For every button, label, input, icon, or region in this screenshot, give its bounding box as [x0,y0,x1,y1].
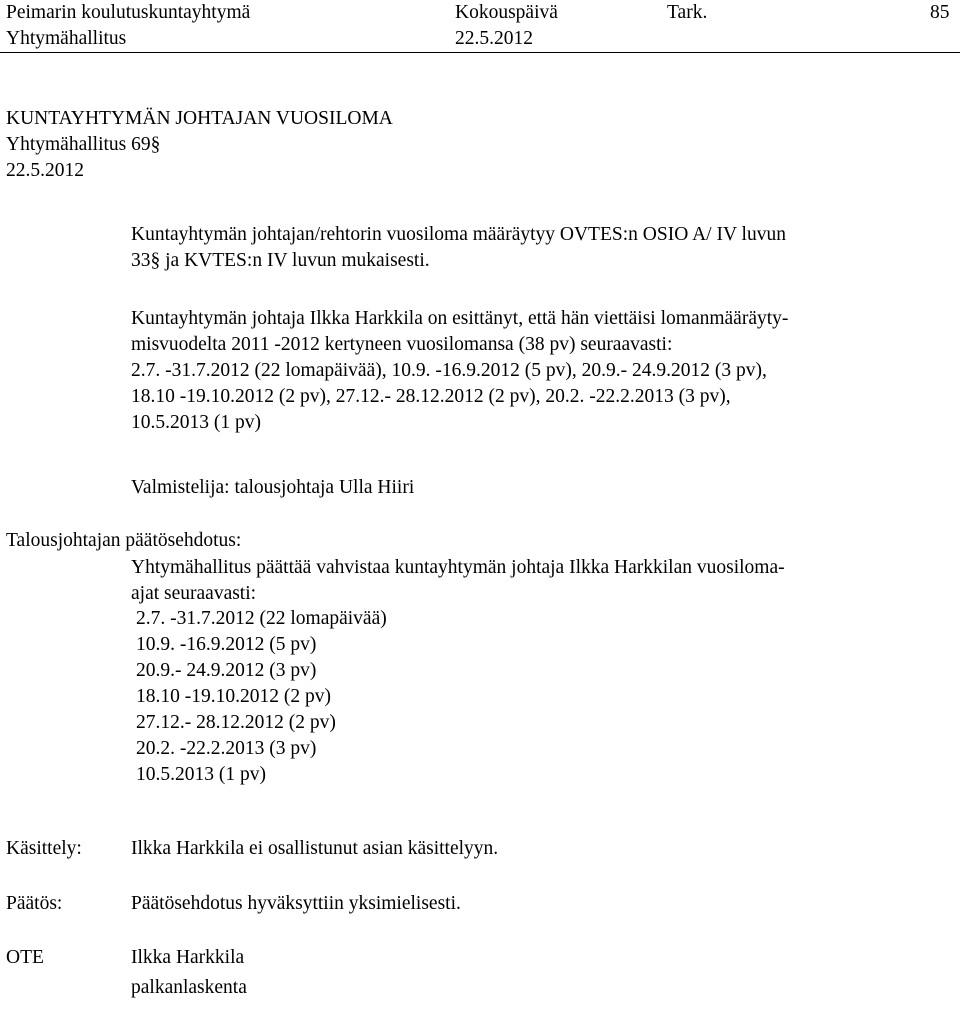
handling-text: Ilkka Harkkila ei osallistunut asian käsittelyyn. [131,838,499,859]
request-line: misvuodelta 2011 -2012 kertyneen vuosilomansa (38 pv) seuraavasti: [131,334,673,355]
title-block [6,106,393,184]
vacation-period: 2.7. -31.7.2012 (22 lomapäivää) [136,608,387,629]
handling-label: Käsittely: [6,838,82,859]
request-line: 10.5.2013 (1 pv) [131,412,261,433]
extract-recipient: Ilkka Harkkila [131,947,245,968]
request-line: 18.10 -19.10.2012 (2 pv), 27.12.- 28.12.2012 (2 pv), 20.2. -22.2.2013 (3 pv), [131,386,731,407]
intro-line: 33§ ja KVTES:n IV luvun mukaisesti. [131,250,430,271]
header-check-label: Tark. [667,2,708,23]
decision-proposal-label: Talousjohtajan päätösehdotus: [6,530,242,551]
vacation-period: 27.12.- 28.12.2012 (2 pv) [136,712,336,733]
vacation-period: 20.9.- 24.9.2012 (3 pv) [136,660,317,681]
preparer-line: Valmistelija: talousjohtaja Ulla Hiiri [131,477,415,498]
decision-proposal-text [131,555,951,607]
request-line: Kuntayhtymän johtaja Ilkka Harkkila on esittänyt, että hän viettäisi lomanmääräyty- [131,308,789,329]
vacation-period-list [136,606,387,788]
header-organization: Peimarin koulutuskuntayhtymä [6,2,251,23]
request-line: 2.7. -31.7.2012 (22 lomapäivää), 10.9. -16.9.2012 (5 pv), 20.9.- 24.9.2012 (3 pv), [131,360,767,381]
decision-text: Päätösehdotus hyväksyttiin yksimielisesti. [131,893,461,914]
vacation-period: 18.10 -19.10.2012 (2 pv) [136,686,331,707]
intro-paragraph [131,222,951,274]
vacation-period: 10.5.2013 (1 pv) [136,764,266,785]
decision-proposal-line: ajat seuraavasti: [131,583,257,604]
item-heading: KUNTAYHTYMÄN JOHTAJAN VUOSILOMA [6,108,393,129]
decision-label: Päätös: [6,893,63,914]
vacation-period: 10.9. -16.9.2012 (5 pv) [136,634,317,655]
extract-recipients [131,945,951,1001]
intro-line: Kuntayhtymän johtajan/rehtorin vuosiloma määräytyy OVTES:n OSIO A/ IV luvun [131,224,786,245]
header-meeting-label: Kokouspäivä [455,2,558,23]
header-page-number: 85 [930,2,950,23]
header-rule [0,52,960,53]
extract-label: OTE [6,947,44,968]
extract-recipient: palkanlaskenta [131,977,247,998]
decision-proposal-line: Yhtymähallitus päättää vahvistaa kuntayhtymän johtaja Ilkka Harkkilan vuosiloma- [131,557,785,578]
vacation-period: 20.2. -22.2.2013 (3 pv) [136,738,317,759]
header-body-name: Yhtymähallitus [6,28,127,49]
item-date: 22.5.2012 [6,160,84,181]
header-date: 22.5.2012 [455,28,533,49]
section-reference: Yhtymähallitus 69§ [6,134,161,155]
request-paragraph [131,306,951,436]
